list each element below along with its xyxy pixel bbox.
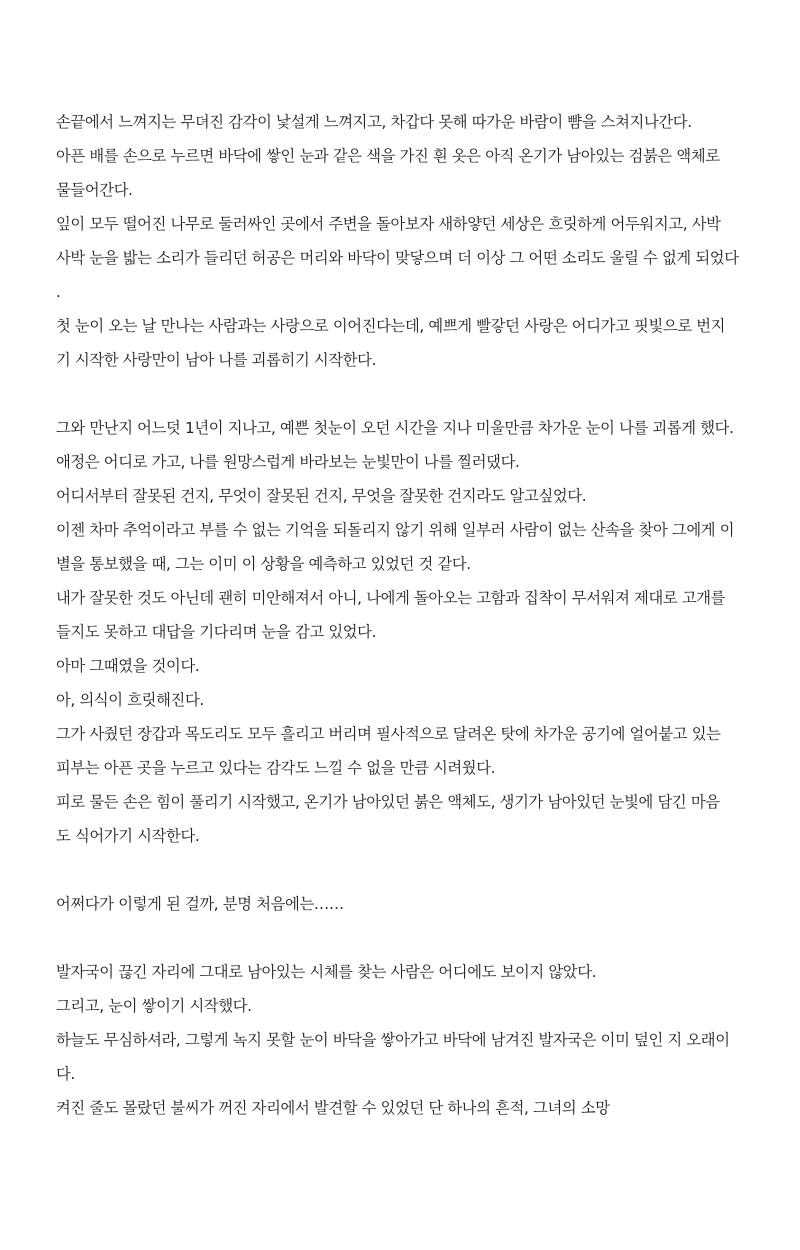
text-line: 그가 사줬던 장갑과 목도리도 모두 흘리고 버리며 필사적으로 달려온 탓에 차가운 공기에 얼어붙고 있는 <box>56 725 721 743</box>
text-line: 애정은 어디로 가고, 나를 원망스럽게 바라보는 눈빛만이 나를 찔러댔다. <box>56 453 520 471</box>
blank-line <box>56 853 748 887</box>
text-line: . <box>56 283 61 301</box>
text-line: 잎이 모두 떨어진 나무로 둘러싸인 곳에서 주변을 돌아보자 새하얗던 세상은 흐릿하게 어두워지고, 사박 <box>56 215 721 233</box>
text-line: 기 시작한 사랑만이 남아 나를 괴롭히기 시작한다. <box>56 351 377 369</box>
text-line: 아, 의식이 흐릿해진다. <box>56 691 204 709</box>
text-line: 내가 잘못한 것도 아닌데 괜히 미안해져서 아니, 나에게 돌아오는 고함과 집착이 무서워져 제대로 고개를 <box>56 589 726 607</box>
text-line: 발자국이 끊긴 자리에 그대로 남아있는 시체를 찾는 사람은 어디에도 보이지 않았다. <box>56 963 597 981</box>
story-text <box>56 105 748 1125</box>
text-line: 첫 눈이 오는 날 만나는 사람과는 사랑으로 이어진다는데, 예쁘게 빨갛던 사랑은 어디가고 핏빛으로 번지 <box>56 317 726 335</box>
text-line: 어쩌다가 이렇게 된 걸까, 분명 처음에는…… <box>56 895 344 913</box>
text-line: 피부는 아픈 곳을 누르고 있다는 감각도 느낄 수 없을 만큼 시려웠다. <box>56 759 496 777</box>
text-line: 도 식어가기 시작한다. <box>56 827 200 845</box>
text-line: 피로 물든 손은 힘이 풀리기 시작했고, 온기가 남아있던 붉은 액체도, 생기가 남아있던 눈빛에 담긴 마음 <box>56 793 720 811</box>
text-line: 이젠 차마 추억이라고 부를 수 없는 기억을 되돌리지 않기 위해 일부러 사람이 없는 산속을 찾아 그에게 이 <box>56 521 735 539</box>
text-line: 별을 통보했을 때, 그는 이미 이 상황을 예측하고 있었던 것 같다. <box>56 555 471 573</box>
blank-line <box>56 921 748 955</box>
text-line: 사박 눈을 밟는 소리가 들리던 허공은 머리와 바닥이 맞닿으며 더 이상 그 어떤 소리도 울릴 수 없게 되었다 <box>56 249 739 267</box>
text-line: 다. <box>56 1065 75 1083</box>
text-line: 하늘도 무심하셔라, 그렇게 녹지 못할 눈이 바닥을 쌓아가고 바닥에 남겨진 발자국은 이미 덮인 지 오래이 <box>56 1031 730 1049</box>
text-line: 켜진 줄도 몰랐던 불씨가 꺼진 자리에서 발견할 수 있었던 단 하나의 흔적, 그녀의 소망 <box>56 1099 610 1117</box>
text-line: 들지도 못하고 대답을 기다리며 눈을 감고 있었다. <box>56 623 377 641</box>
text-line: 아픈 배를 손으로 누르면 바닥에 쌓인 눈과 같은 색을 가진 흰 옷은 아직 온기가 남아있는 검붉은 액체로 <box>56 147 720 165</box>
blank-line <box>56 377 748 411</box>
text-line: 물들어간다. <box>56 181 133 199</box>
text-line: 그와 만난지 어느덧 1년이 지나고, 예쁜 첫눈이 오던 시간을 지나 미울만큼 차가운 눈이 나를 괴롭게 했다. <box>56 419 734 437</box>
text-line: 그리고, 눈이 쌓이기 시작했다. <box>56 997 252 1015</box>
text-line: 어디서부터 잘못된 건지, 무엇이 잘못된 건지, 무엇을 잘못한 건지라도 알고싶었다. <box>56 487 587 505</box>
text-line: 손끝에서 느껴지는 무뎌진 감각이 낯설게 느껴지고, 차갑다 못해 따가운 바람이 뺨을 스쳐지나간다. <box>56 113 692 131</box>
text-line: 아마 그때였을 것이다. <box>56 657 200 675</box>
